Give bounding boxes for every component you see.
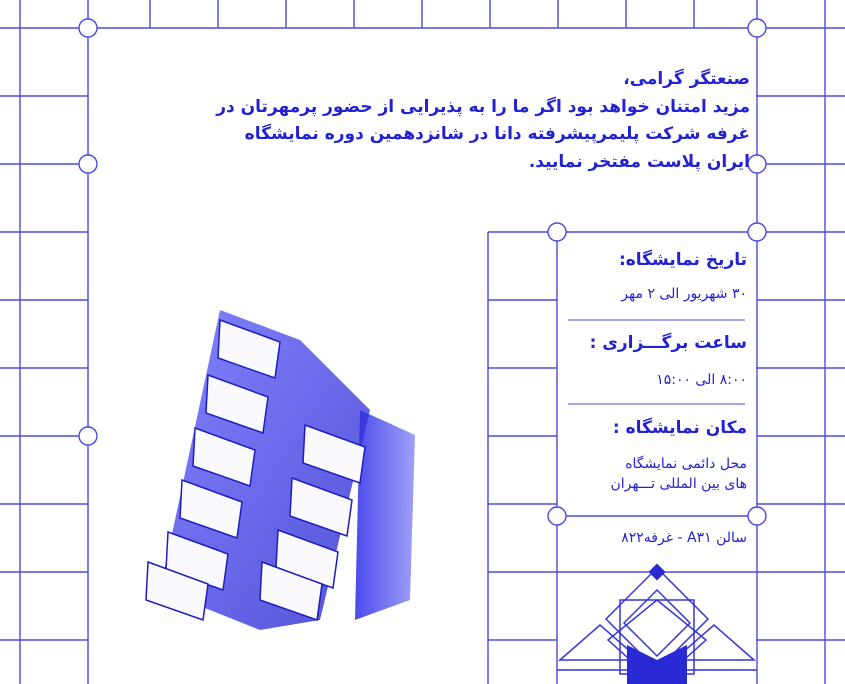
greeting-line: صنعتگر گرامی،	[623, 69, 750, 89]
place-label: مکان نمایشگاه :	[612, 418, 747, 438]
hall-booth-label: سالن A۳۱ - غرفه۸۲۲	[621, 530, 747, 546]
invitation-line-3: ایران پلاست مفتخر نمایید.	[528, 151, 750, 172]
place-value-line-1: محل دائمی نمایشگاه	[625, 456, 747, 472]
date-value: ۳۰ شهریور الی ۲ مهر	[621, 286, 747, 302]
invitation-line-1: مزید امتنان خواهد بود اگر ما را به پذیرایی از حضور پرمهرتان در	[216, 96, 750, 117]
time-label: ساعت برگـــزاری :	[589, 333, 747, 353]
date-label: تاریخ نمایشگاه:	[618, 250, 747, 270]
time-value: ۸:۰۰ الی ۱۵:۰۰	[656, 372, 747, 388]
stairs-3d-illustration	[140, 300, 440, 640]
invitation-text	[110, 66, 750, 176]
place-value-line-2: های بین المللی تـــهران	[610, 476, 747, 492]
invitation-line-2: غرفه شرکت پلیمرپیشرفته دانا در شانزدهمین دوره نمایشگاه	[244, 124, 750, 144]
logo-heart-shape	[627, 645, 687, 684]
place-value	[611, 454, 747, 494]
